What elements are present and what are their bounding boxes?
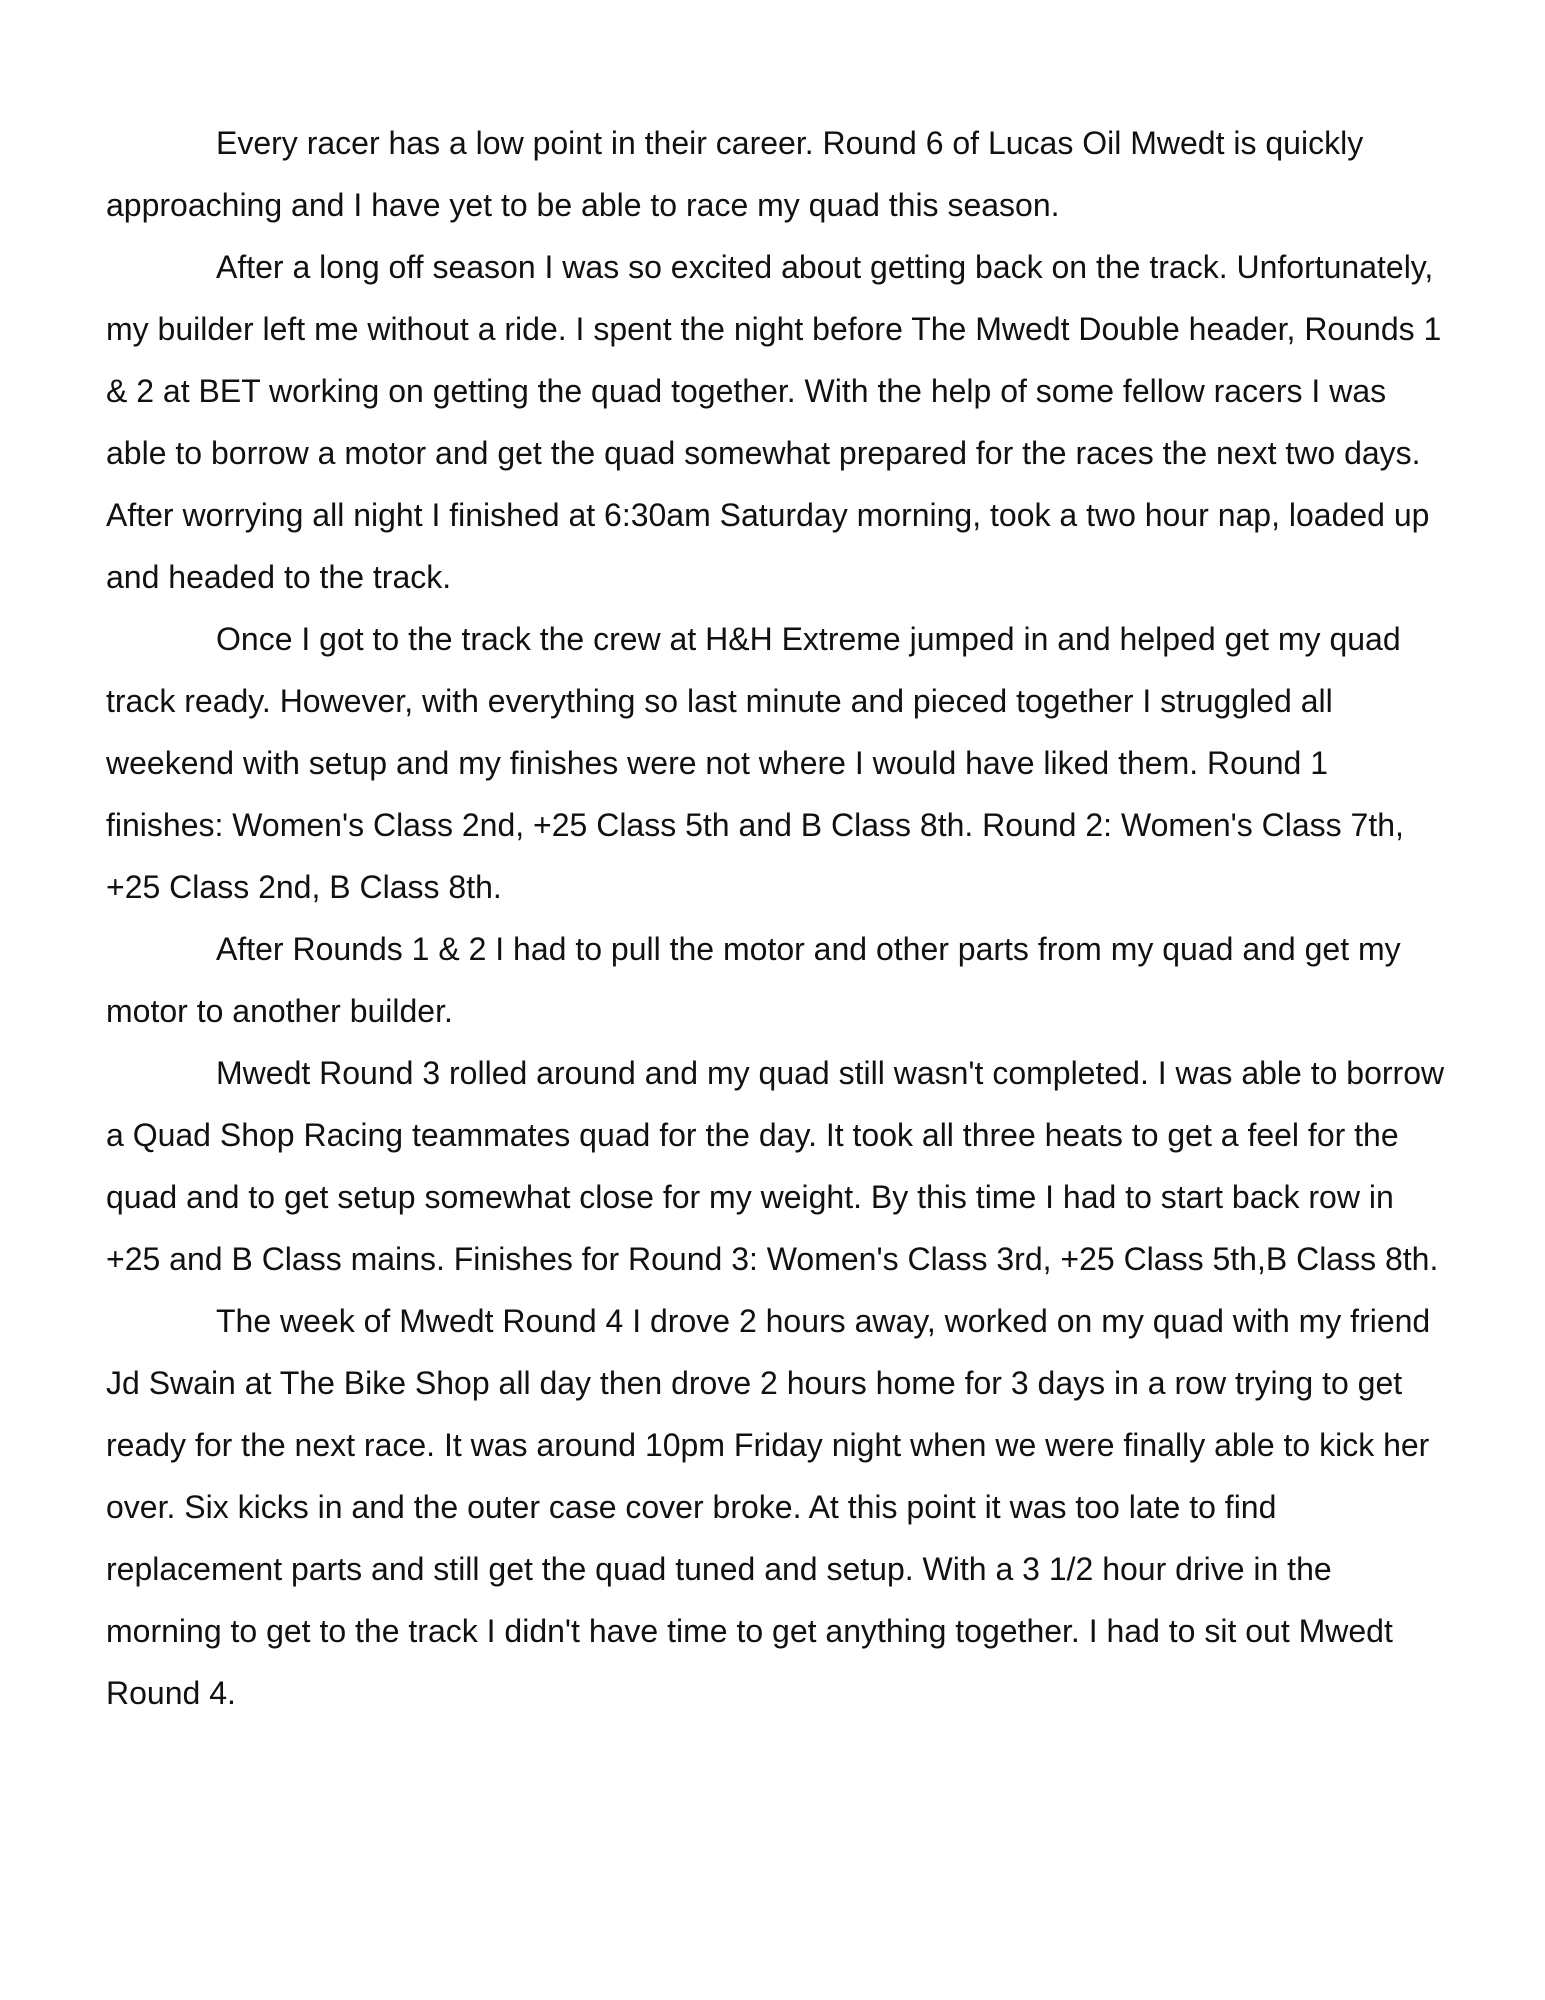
paragraph-5: Mwedt Round 3 rolled around and my quad still wasn't completed. I was able to borrow a Quad Shop Racing teammates quad for the day. It took all three heats to get a feel for the quad and to get setup somewhat close for my weight. By this time I had to start back row in +25 and B Class mains. Finishes for Round 3: Women's Class 3rd, +25 Class 5th,B Class 8th. — [106, 1055, 1445, 1277]
paragraph-3: Once I got to the track the crew at H&H Extreme jumped in and helped get my quad track ready. However, with everything so last minute and pieced together I struggled all weekend with setup and my finishes were not where I would have liked them. Round 1 finishes: Women's Class 2nd, +25 Class 5th and B Class 8th. Round 2: Women's Class 7th, +25 Class 2nd, B Class 8th. — [106, 621, 1404, 905]
paragraph-2: After a long off season I was so excited about getting back on the track. Unfortunately, my builder left me without a ride. I spent the night before The Mwedt Double header, Rounds 1 & 2 at BET working on getting the quad together. With the help of some fellow racers I was able to borrow a motor and get the quad somewhat prepared for the races the next two days. After worrying all night I finished at 6:30am Saturday morning, took a two hour nap, loaded up and headed to the track. — [106, 249, 1442, 595]
paragraph-1: Every racer has a low point in their career. Round 6 of Lucas Oil Mwedt is quickly approaching and I have yet to be able to race my quad this season. — [106, 125, 1364, 223]
paragraph-4: After Rounds 1 & 2 I had to pull the motor and other parts from my quad and get my motor to another builder. — [106, 931, 1401, 1029]
body-text — [106, 112, 1446, 1724]
paragraph-6: The week of Mwedt Round 4 I drove 2 hours away, worked on my quad with my friend Jd Swain at The Bike Shop all day then drove 2 hours home for 3 days in a row trying to get ready for the next race. It was around 10pm Friday night when we were finally able to kick her over. Six kicks in and the outer case cover broke. At this point it was too late to find replacement parts and still get the quad tuned and setup. With a 3 1/2 hour drive in the morning to get to the track I didn't have time to get anything together. I had to sit out Mwedt Round 4. — [106, 1303, 1431, 1711]
